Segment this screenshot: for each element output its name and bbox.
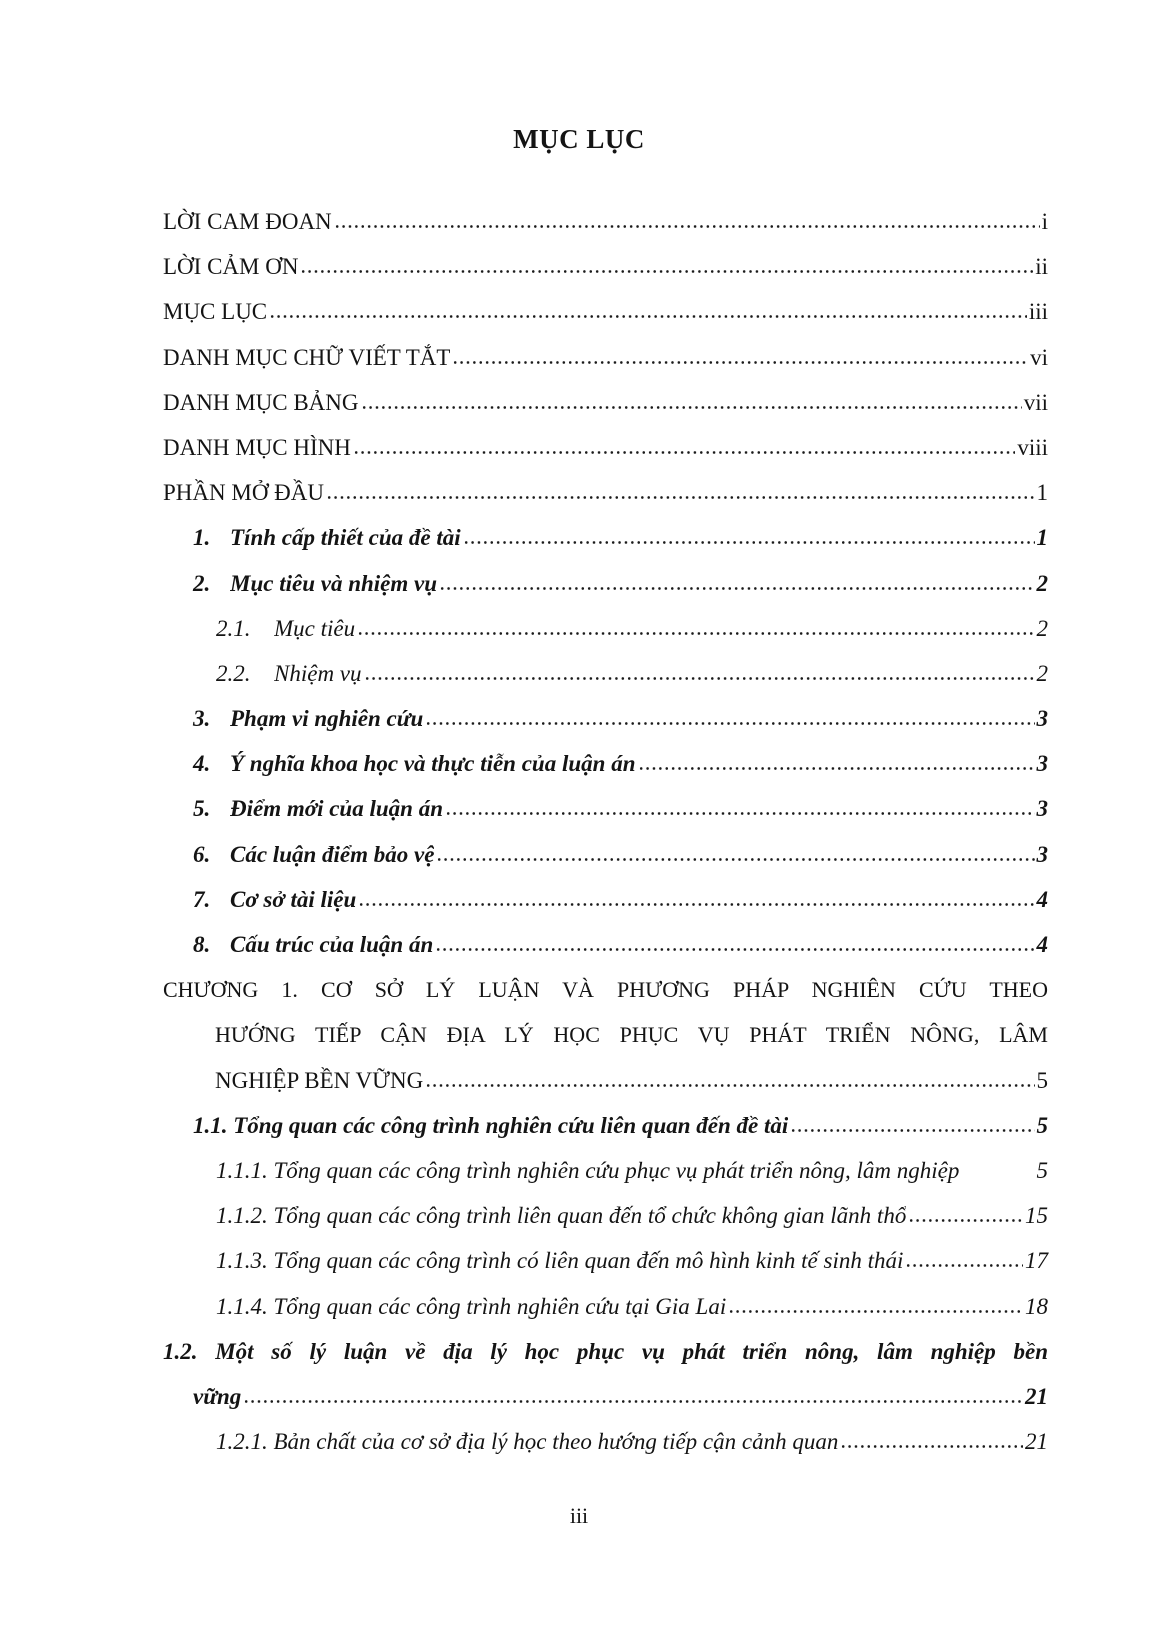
toc-entry-label: 1.1. Tổng quan các công trình nghiên cứu liên quan đến đề tài [193, 1112, 789, 1138]
toc-entry [163, 515, 1048, 560]
dot-leader [425, 1083, 1034, 1088]
toc-entry-label: LỜI CẢM ƠN [163, 254, 299, 280]
toc-entry [163, 1238, 1048, 1283]
toc-entry [163, 425, 1048, 470]
dot-leader [439, 586, 1034, 591]
toc-entry-number: 2.2. [216, 660, 251, 686]
toc-entry [163, 1103, 1048, 1148]
dot-leader [436, 857, 1034, 862]
dot-leader [452, 360, 1028, 365]
toc-entry-page: vi [1030, 344, 1048, 370]
toc-entry-page: i [1041, 209, 1048, 234]
toc-entry-label: 1.1.2. Tổng quan các công trình liên quan đến tổ chức không gian lãnh thổ [216, 1203, 907, 1229]
toc-entry-page: 4 [1036, 932, 1048, 957]
toc-entry-number: 7. [193, 886, 211, 912]
toc-entry-label: Ý nghĩa khoa học và thực tiễn của luận án [230, 751, 636, 777]
toc-entry [163, 380, 1048, 425]
toc-entry-label: Các luận điểm bảo vệ [230, 841, 435, 867]
dot-leader [840, 1444, 1023, 1449]
chapter-title-line: HƯỚNG TIẾP CẬN ĐỊA LÝ HỌC PHỤC VỤ PHÁT TRIỂN NÔNG, LÂM [215, 1022, 1048, 1048]
toc-entry-number: 5. [193, 796, 211, 822]
toc-entry [163, 1193, 1048, 1238]
toc-entry [163, 922, 1048, 967]
dot-leader [425, 721, 1034, 726]
toc-entry-number: 3. [193, 706, 211, 732]
dot-leader [445, 811, 1035, 816]
dot-leader [334, 224, 1040, 229]
chapter-title-line: CHƯƠNG 1. CƠ SỞ LÝ LUẬN VÀ PHƯƠNG PHÁP NGHIÊN CỨU THEO [163, 977, 1048, 1003]
page-title: MỤC LỤC [513, 124, 645, 154]
toc-entry-label: Mục tiêu [274, 615, 356, 641]
toc-entry-label: DANH MỤC HÌNH [163, 434, 351, 460]
dot-leader [463, 540, 1035, 545]
toc-entry-page: 17 [1025, 1248, 1048, 1274]
toc-entry-page: vii [1023, 389, 1048, 415]
toc-entry-page: 5 [1036, 1157, 1048, 1183]
dot-leader [961, 1173, 1034, 1178]
toc-entry-label: 1.2.1. Bản chất của cơ sở địa lý học theo hướng tiếp cận cảnh quan [216, 1429, 839, 1455]
toc-entry-page: 18 [1025, 1293, 1048, 1319]
toc-entry-page: 15 [1025, 1203, 1048, 1229]
toc-entry-page: ii [1035, 254, 1048, 280]
chapter-title-line [163, 1058, 1048, 1103]
dot-leader [358, 902, 1034, 907]
toc-entry [163, 1419, 1048, 1464]
toc-entry-page: 3 [1036, 751, 1048, 777]
toc-entry [163, 244, 1048, 289]
dot-leader [357, 631, 1034, 636]
toc-entry-number: 2. [193, 570, 211, 596]
toc-entry-number: 4. [193, 751, 211, 777]
toc-entry-page: 1 [1036, 480, 1048, 506]
toc-entry [163, 741, 1048, 786]
toc-entry-label: Mục tiêu và nhiệm vụ [230, 570, 438, 596]
dot-leader [326, 495, 1034, 500]
toc-entry [163, 1284, 1048, 1329]
dot-leader [905, 1263, 1023, 1268]
toc-entry [163, 877, 1048, 922]
toc-entry-number: 8. [193, 932, 211, 957]
dot-leader [638, 766, 1035, 771]
toc-entry-page: 2 [1036, 615, 1048, 641]
toc-entry-page: 3 [1036, 841, 1048, 867]
toc-entry-page: 21 [1025, 1429, 1048, 1455]
toc-entry-page: 3 [1036, 796, 1048, 822]
toc-entry-label: Điểm mới của luận án [230, 796, 443, 822]
toc-entry-label: 1.1.1. Tổng quan các công trình nghiên cứu phục vụ phát triển nông, lâm nghiệp [216, 1157, 960, 1183]
toc-entry [163, 335, 1048, 380]
dot-leader [353, 450, 1015, 455]
toc-entry-number: 6. [193, 841, 211, 867]
dot-leader [790, 1128, 1034, 1133]
toc-entry-label: Cấu trúc của luận án [230, 932, 434, 957]
toc-entry [163, 786, 1048, 831]
toc-entry [163, 561, 1048, 606]
toc-entry-label: 1.1.4. Tổng quan các công trình nghiên cứu tại Gia Lai [216, 1293, 727, 1319]
toc-entry-number: 1. [193, 525, 211, 551]
toc-entry-label: 1.1.3. Tổng quan các công trình có liên quan đến mô hình kinh tế sinh thái [216, 1248, 904, 1274]
toc-entry-page: 3 [1036, 706, 1048, 732]
toc-entry-label: DANH MỤC BẢNG [163, 389, 359, 415]
table-of-contents [163, 199, 1048, 1464]
dot-leader [243, 1399, 1023, 1404]
toc-entry-page: iii [1028, 299, 1048, 325]
toc-entry [163, 1148, 1048, 1193]
toc-entry [163, 289, 1048, 334]
toc-entry-label: DANH MỤC CHỮ VIẾT TẮT [163, 344, 451, 370]
toc-entry-section [163, 1329, 1048, 1419]
toc-entry [163, 199, 1048, 244]
toc-entry-page: 1 [1036, 525, 1048, 551]
toc-entry-label: Cơ sở tài liệu [230, 886, 357, 912]
toc-entry-page: 4 [1036, 886, 1048, 912]
toc-entry-number: 2.1. [216, 615, 251, 641]
section-title-line: 1.2. Một số lý luận về địa lý học phục vụ phát triển nông, lâm nghiệp bền [163, 1338, 1048, 1364]
toc-entry-label: PHẦN MỞ ĐẦU [163, 480, 325, 506]
toc-entry [163, 470, 1048, 515]
page-number: iii [569, 1503, 589, 1528]
dot-leader [908, 1218, 1023, 1223]
dot-leader [269, 314, 1027, 319]
toc-entry-page: 21 [1025, 1383, 1048, 1409]
dot-leader [361, 405, 1022, 410]
dot-leader [728, 1309, 1023, 1314]
toc-entry [163, 696, 1048, 741]
toc-entry-label: Tính cấp thiết của đề tài [230, 525, 461, 551]
toc-entry-chapter [163, 967, 1048, 1103]
toc-entry [163, 606, 1048, 651]
toc-entry-page: 5 [1036, 1067, 1048, 1093]
dot-leader [300, 269, 1033, 274]
toc-entry-label: NGHIỆP BỀN VỮNG [215, 1067, 424, 1093]
toc-entry-label: LỜI CAM ĐOAN [163, 209, 332, 234]
toc-entry-label: Phạm vi nghiên cứu [230, 706, 424, 732]
toc-entry [163, 832, 1048, 877]
toc-entry-page: viii [1017, 434, 1048, 460]
toc-entry-page: 2 [1036, 570, 1048, 596]
section-title-line [163, 1374, 1048, 1419]
toc-entry-label: Nhiệm vụ [274, 660, 362, 686]
toc-entry-page: 5 [1036, 1112, 1048, 1138]
dot-leader [435, 947, 1034, 952]
dot-leader [364, 676, 1035, 681]
toc-entry [163, 651, 1048, 696]
toc-entry-page: 2 [1036, 660, 1048, 686]
toc-entry-label: MỤC LỤC [163, 299, 268, 325]
toc-entry-label: vững [193, 1383, 242, 1409]
